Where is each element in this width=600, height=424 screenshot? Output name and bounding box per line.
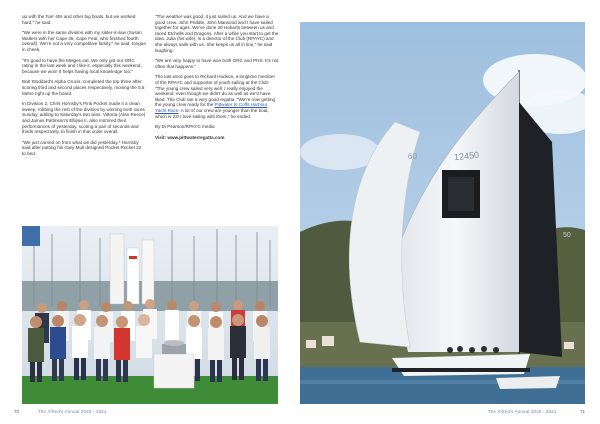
article-column-2 xyxy=(155,14,279,145)
right-page xyxy=(300,0,600,424)
author-credit: By Di Pearson/RPAYC media xyxy=(155,124,215,130)
sail-number-partial: 60 xyxy=(408,152,417,161)
crew-group-photo xyxy=(22,226,278,404)
race-link[interactable]: Pittwater to Coffs Harbour Yacht Race xyxy=(155,102,268,113)
paragraph: "It's good to have the Melges out. We only got our ORC rating in the last week and I like it, especially this weekend, because we won! It helps having local knowledge too." xyxy=(22,57,142,74)
article-column-1 xyxy=(22,14,146,161)
paragraph: "We just carried on from what we did yesterday," Hornsby said after putting his Gary Mull designed Pocket Rocket 22 to bed. xyxy=(22,139,142,156)
website-link[interactable]: Visit: www.pittwaterregatta.com xyxy=(155,134,225,140)
paragraph: up with the Farr 40s and other big boats, but we worked hard," he said. xyxy=(22,14,136,25)
yacht-sailing-photo xyxy=(300,22,585,404)
paragraph: Bob Stoddard's Alpha Crucis, completed the top three after scoring third and second places respectively, moving the 5.5 Metre right up the board. xyxy=(22,79,145,96)
page-number: 71 xyxy=(580,409,586,414)
paragraph: "We are very happy to have won both ORC and PHS. It's not often that happens." xyxy=(155,58,279,69)
paragraph-text: The last word goes to Richard Hudson, a longtime member of the RPAYC and supporter of youth sailing at the Club: "The young crew sailed very well. I really enjoyed the weekend, even though we didn't do as well as we'd have liked. The Club ran a very good regatta. "We're now getting the young crew ready for the xyxy=(155,74,276,108)
paragraph: "The weather was good, it just suited us. And we have a good crew. John Priddle, John Marwood and I have sailed together for ages. We've done 20 Hobarts between us and raced Etchells and Dragons. After a while you start to get the idea. Julia (his wife), is a director of the Club (RPAYC) and she always sails with us. She keeps us all in line," he said laughing. xyxy=(155,14,279,53)
sail-number: 12450 xyxy=(453,149,480,163)
page-number: 70 xyxy=(14,409,20,414)
yacht-sailing-illustration xyxy=(300,22,585,404)
publication-footer: The Alfred's Annual 2020 - 2021 xyxy=(38,409,107,414)
crew-group-illustration xyxy=(22,226,278,404)
publication-footer: The Alfred's Annual 2020 - 2021 xyxy=(488,409,557,414)
jib-number-partial: 50 xyxy=(563,232,571,239)
paragraph: In Division 2, Chris Hornsby's Pink Pocket made it a clean sweep, robbing the rest of the division by winning both races Sunday, adding to Saturday's two wins. Vittoria (Alan Reece) and James Pattinson's Ellipse II, also mirrored their performances of yesterday, scoring a pair of seconds and thirds respectively, to finish in that order overall. xyxy=(22,101,146,135)
paragraph-text: . A lot of our crew are younger than the boat, which is 23! I love sailing with them," he ended. xyxy=(155,107,269,119)
paragraph xyxy=(155,74,279,119)
paragraph: "We were in the same division with my sister-in-law (Susan Walters with her Cape 35, Cape Fear, who finished fourth overall). We're not a very competitive family," he said, tongue in cheek. xyxy=(22,30,146,52)
